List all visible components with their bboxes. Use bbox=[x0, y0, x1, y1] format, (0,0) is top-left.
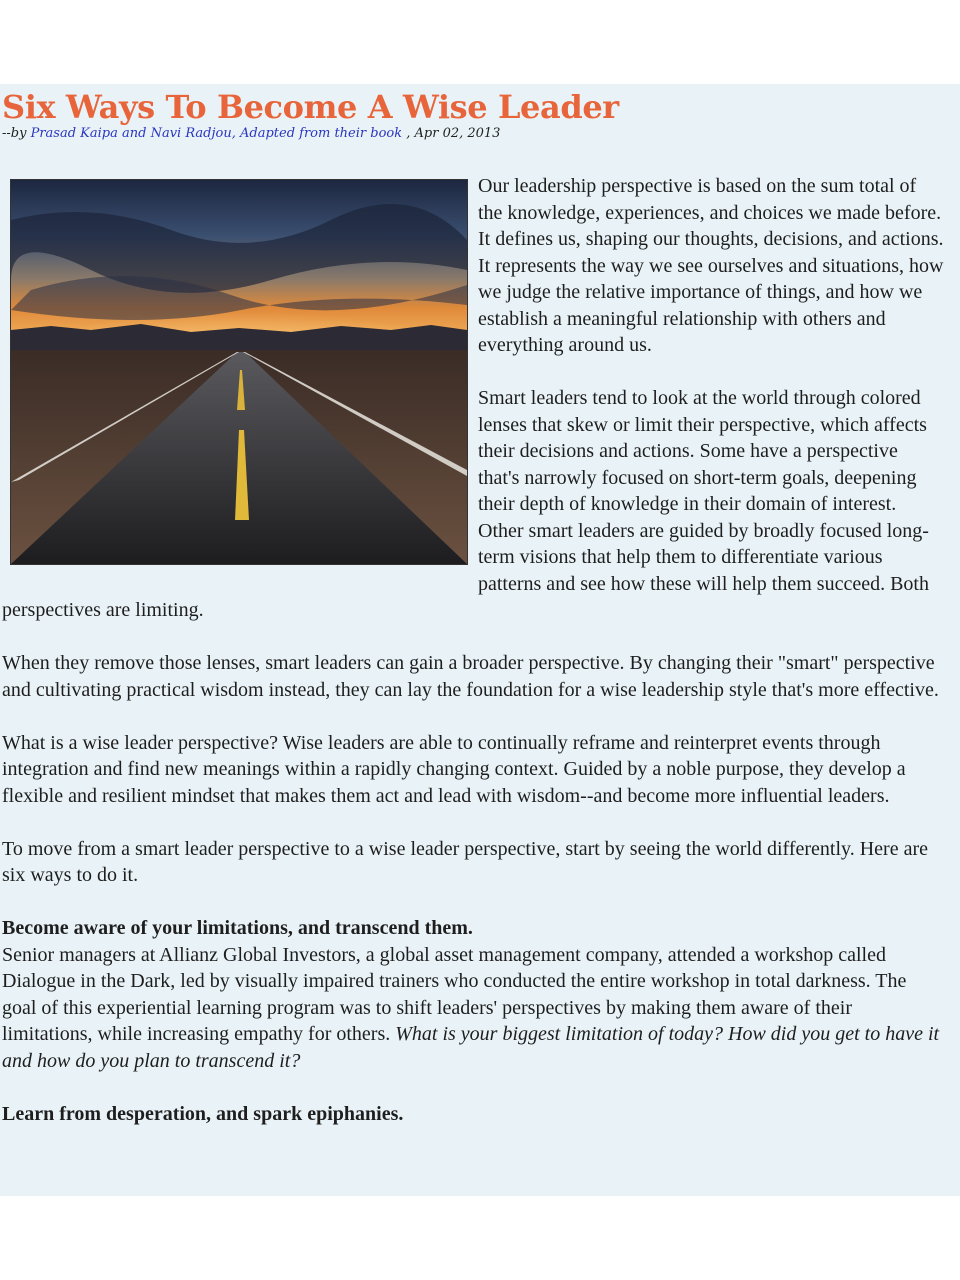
article-title: Six Ways To Become A Wise Leader bbox=[2, 88, 619, 126]
paragraph-5: To move from a smart leader perspective to a wise leader perspective, start by seeing the world differently. Here are six ways to do it. bbox=[2, 837, 928, 886]
byline-prefix: --by bbox=[2, 126, 31, 141]
byline-date: , Apr 02, 2013 bbox=[402, 126, 501, 141]
section-2-heading: Learn from desperation, and spark epiphanies. bbox=[2, 1102, 404, 1125]
section-2 bbox=[2, 1101, 944, 1128]
paragraph-4: What is a wise leader perspective? Wise leaders are able to continually reframe and reinterpret events through integration and find new meanings within a rapidly changing context. Guided by a noble purpose, they develop a flexible and resilient mindset that makes them act and lead with wisdom--and become more influential leaders. bbox=[2, 731, 906, 807]
paragraph-3: When they remove those lenses, smart leaders can gain a broader perspective. By changing their "smart" perspective and cultivating practical wisdom instead, they can lay the foundation for a wise leadership style that's more effective. bbox=[2, 652, 939, 701]
section-1-text: Senior managers at Allianz Global Investors, a global asset management company, attended a workshop called Dialogue in the Dark, led by visually impaired trainers who conducted the entire workshop in total darkness. The goal of this experiential learning program was to shift leaders' perspectives by making them aware of their limitations, while increasing empathy for others. bbox=[2, 943, 907, 1045]
section-1 bbox=[2, 915, 944, 1074]
paragraph-1: Our leadership perspective is based on the sum total of the knowledge, experiences, and choices we made before. It defines us, shaping our thoughts, decisions, and actions. It represents the way we see ourselves and situations, how we judge the relative importance of things, and how we establish a meaningful relationship with others and everything around us. bbox=[478, 175, 944, 356]
author-link[interactable]: Prasad Kaipa and Navi Radjou, Adapted from their book bbox=[30, 126, 403, 141]
section-1-question: What is your biggest limitation of today? How did you get to have it and how do you plan to transcend it? bbox=[2, 1023, 940, 1072]
article-body bbox=[2, 173, 960, 1127]
article bbox=[0, 84, 960, 1196]
section-1-heading: Become aware of your limitations, and transcend them. bbox=[2, 917, 473, 939]
paragraph-2: Smart leaders tend to look at the world through colored lenses that skew or limit their perspective, which affects their decisions and actions. Some have a perspective that's narrowly focused on short-term goals, deepening their depth of knowledge in their domain of interest. Other smart leaders are guided by broadly focused long-term visions that help them to differentiate various patterns and see how these will help them succeed. Both perspectives are limiting. bbox=[2, 387, 929, 621]
road-horizon-sunset-image bbox=[10, 179, 468, 565]
byline bbox=[2, 126, 960, 142]
